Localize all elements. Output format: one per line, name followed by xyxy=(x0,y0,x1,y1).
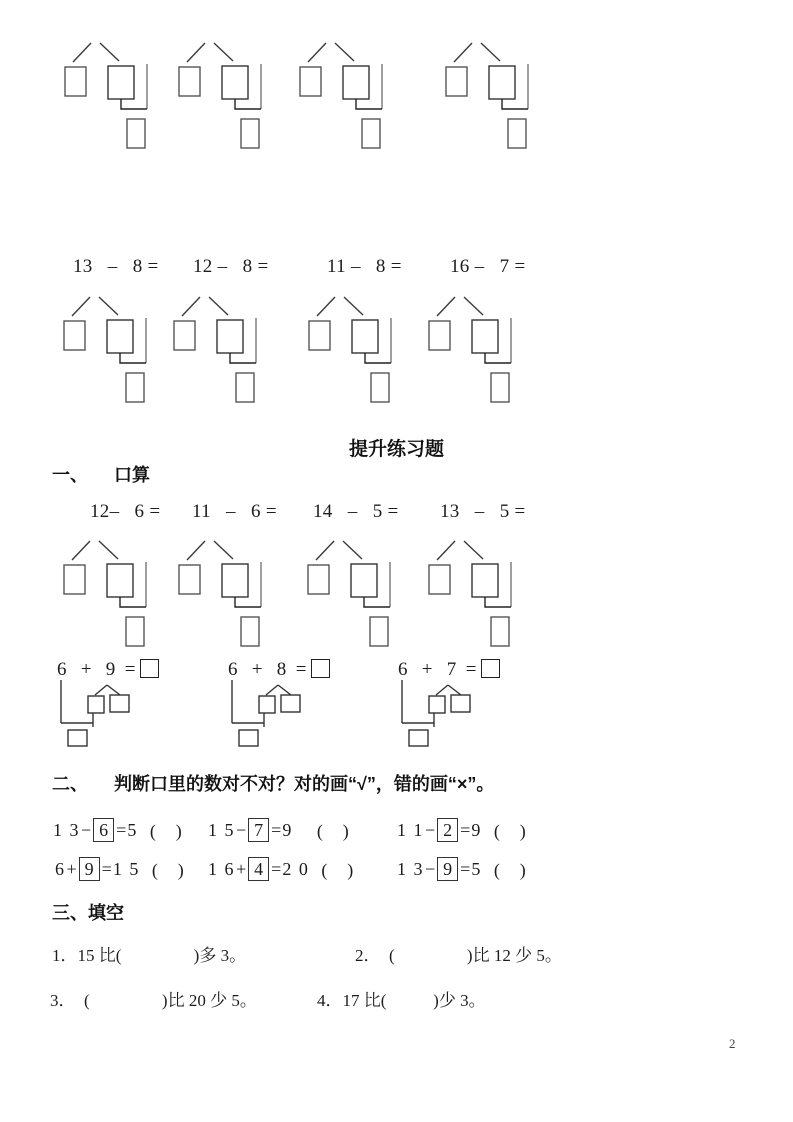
equals-sign: = xyxy=(116,819,127,840)
judge-problem xyxy=(208,817,350,843)
number-bond-diagram xyxy=(178,40,273,152)
number-bond-diagram xyxy=(299,40,394,152)
equals-sign: = xyxy=(101,858,112,879)
addition-problem xyxy=(228,659,408,755)
equals-sign: = xyxy=(271,858,282,879)
number-bond-diagram xyxy=(308,294,403,406)
equation: 12 – 8 = xyxy=(193,256,269,277)
judge-problem xyxy=(53,817,183,843)
operand: 1 1 xyxy=(397,819,424,840)
section-2-label: 二、 xyxy=(52,774,88,794)
result: 2 0 xyxy=(282,858,310,879)
answer-parentheses: ( ) xyxy=(151,860,185,880)
result: 9 xyxy=(471,819,482,840)
equation: 13 – 8 = xyxy=(73,256,159,277)
section-1-heading xyxy=(52,461,150,487)
result: 5 xyxy=(471,858,482,879)
boxed-number: 9 xyxy=(437,857,458,881)
number-bond-diagram xyxy=(445,40,540,152)
answer-box xyxy=(311,659,330,678)
boxed-number: 9 xyxy=(79,857,100,881)
operator: + xyxy=(236,858,247,879)
number-bond-diagram xyxy=(173,294,268,406)
number-bond-diagram xyxy=(428,294,523,406)
number-bond-diagram xyxy=(178,538,273,650)
section-2-title: 判断口里的数对不对？对的画“√”，错的画“×”。 xyxy=(114,774,495,794)
fill-blank-item: 2． ( )比 12 少 5。 xyxy=(355,946,562,965)
section-2-heading xyxy=(52,770,494,796)
equation: 6 + 9 = xyxy=(57,659,136,680)
operator: + xyxy=(66,858,77,879)
number-bond-diagram xyxy=(63,538,158,650)
answer-box xyxy=(481,659,500,678)
addition-problem xyxy=(57,659,237,755)
operator: − xyxy=(81,819,92,840)
boxed-number: 2 xyxy=(437,818,458,842)
page-title: 提升练习题 xyxy=(348,439,444,460)
section-3-heading xyxy=(52,899,124,925)
number-bond-diagram xyxy=(63,294,158,406)
operand: 1 3 xyxy=(53,819,80,840)
judge-problem xyxy=(208,856,354,882)
equals-sign: = xyxy=(460,819,471,840)
boxed-number: 4 xyxy=(248,857,269,881)
make-ten-diagram xyxy=(228,680,328,752)
fill-blank-item: 1．15 比( )多 3。 xyxy=(52,946,247,965)
judge-problem xyxy=(55,856,185,882)
answer-parentheses: ( ) xyxy=(493,860,527,880)
result: 1 5 xyxy=(112,858,140,879)
fill-blank-item: 3． ( )比 20 少 5。 xyxy=(50,991,257,1010)
equals-sign: = xyxy=(460,858,471,879)
result: 9 xyxy=(282,819,293,840)
equation: 12– 6 = xyxy=(90,501,161,522)
make-ten-diagram xyxy=(398,680,498,752)
addition-problem xyxy=(398,659,578,755)
result: 5 xyxy=(127,819,138,840)
equation: 6 + 8 = xyxy=(228,659,307,680)
equation: 16 – 7 = xyxy=(450,256,526,277)
equation: 13 – 5 = xyxy=(440,501,526,522)
boxed-number: 6 xyxy=(93,818,114,842)
operand: 1 3 xyxy=(397,858,424,879)
number-bond-diagram xyxy=(307,538,402,650)
judge-problem xyxy=(397,817,527,843)
operator: − xyxy=(425,858,436,879)
answer-parentheses: ( ) xyxy=(493,821,527,841)
make-ten-diagram xyxy=(57,680,157,752)
answer-parentheses: ( ) xyxy=(149,821,183,841)
fill-blank-item: 4．17 比( )少 3。 xyxy=(317,991,486,1010)
equation: 11 – 8 = xyxy=(327,256,402,277)
section-3-title: 三、填空 xyxy=(52,903,124,923)
number-bond-diagram xyxy=(64,40,159,152)
number-bond-diagram xyxy=(428,538,523,650)
section-1-label: 一、 xyxy=(52,465,88,485)
equals-sign: = xyxy=(271,819,282,840)
equation: 14 – 5 = xyxy=(313,501,399,522)
operand: 1 6 xyxy=(208,858,235,879)
page-number: 2 xyxy=(729,1036,736,1051)
operator: − xyxy=(425,819,436,840)
section-1-title: 口算 xyxy=(114,465,150,485)
boxed-number: 7 xyxy=(248,818,269,842)
judge-problem xyxy=(397,856,527,882)
equation: 11 – 6 = xyxy=(192,501,277,522)
operand: 1 5 xyxy=(208,819,235,840)
answer-parentheses: ( ) xyxy=(316,821,350,841)
equation: 6 + 7 = xyxy=(398,659,477,680)
answer-parentheses: ( ) xyxy=(321,860,355,880)
operator: − xyxy=(236,819,247,840)
answer-box xyxy=(140,659,159,678)
operand: 6 xyxy=(55,858,66,879)
